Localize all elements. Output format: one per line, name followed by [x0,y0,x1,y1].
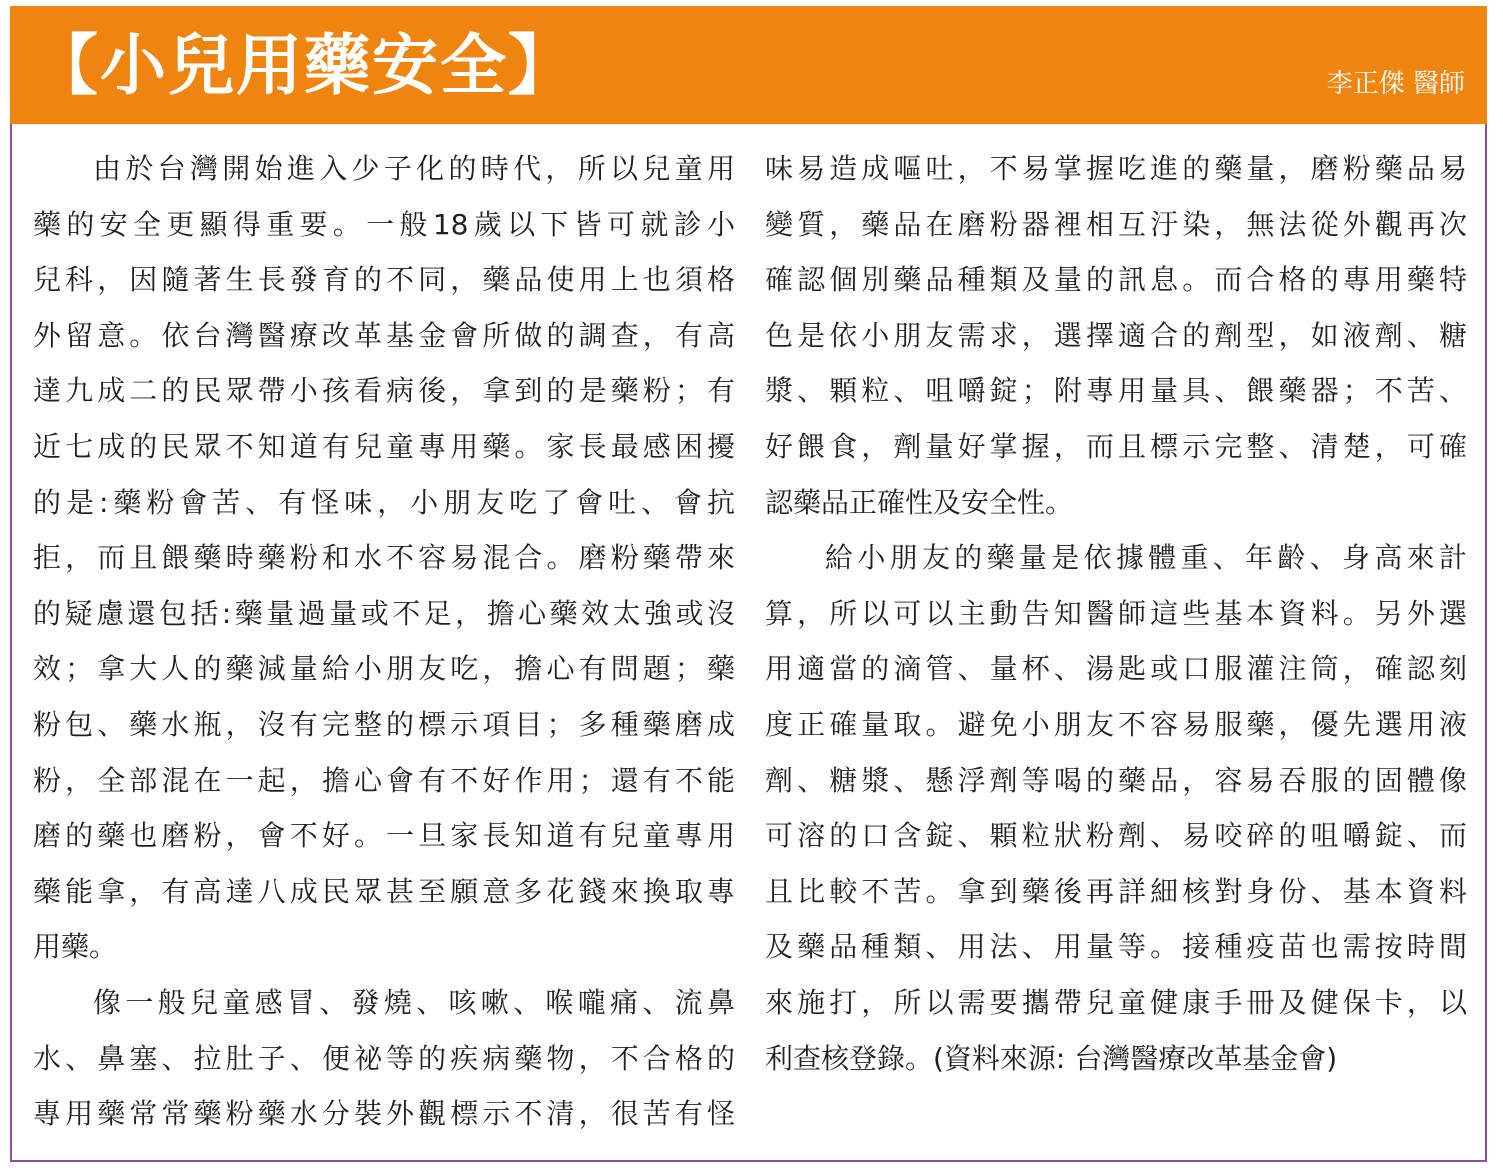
text-line: 粉，全部混在一起，擔心會有不好作用；還有不能 [33,763,735,797]
text-line: 粉包、藥水瓶，沒有完整的標示項目；多種藥磨成 [33,707,735,741]
text-line: 用適當的滴管、量杯、湯匙或口服灌注筒，確認刻 [765,652,1467,686]
text-line: 磨的藥也磨粉，會不好。一旦家長知道有兒童專用 [33,819,735,853]
header-banner [10,6,1487,124]
text-line: 確認個別藥品種類及量的訊息。而合格的專用藥特 [765,263,1467,297]
article-title: 【小兒用藥安全】 [32,26,576,104]
text-line: 像一般兒童感冒、發燒、咳嗽、喉嚨痛、流鼻 [93,985,735,1019]
text-line: 由於台灣開始進入少子化的時代，所以兒童用 [93,152,735,185]
text-line: 藥能拿，有高達八成民眾甚至願意多花錢來換取專 [33,874,735,908]
text-line: 漿、顆粒、咀嚼錠；附專用量具、餵藥器；不苦、 [765,374,1467,408]
text-line: 外留意。依台灣醫療改革基金會所做的調查，有高 [33,318,735,352]
text-line: 色是依小朋友需求，選擇適合的劑型，如液劑、糖 [765,318,1467,352]
text-line: 味易造成嘔吐，不易掌握吃進的藥量，磨粉藥品易 [765,152,1467,185]
text-line: 兒科，因隨著生長發育的不同，藥品使用上也須格 [33,263,735,297]
text-line: 好餵食，劑量好掌握，而且標示完整、清楚，可確 [765,429,1467,463]
text-line: 達九成二的民眾帶小孩看病後，拿到的是藥粉；有 [33,374,735,408]
text-line: 藥的安全更顯得重要。一般18歲以下皆可就診小 [33,207,735,241]
text-line: 認藥品正確性及安全性。 [765,485,1074,519]
author-byline: 李正傑 醫師 [1326,69,1465,99]
right-text-column [765,141,1467,1086]
text-line: 用藥。 [33,930,118,964]
text-line: 利查核登錄。(資料來源: 台灣醫療改革基金會) [765,1041,1338,1075]
text-line: 拒，而且餵藥時藥粉和水不容易混合。磨粉藥帶來 [33,541,735,575]
text-line: 的疑慮還包括:藥量過量或不足，擔心藥效太強或沒 [33,596,735,630]
text-line: 算，所以可以主動告知醫師這些基本資料。另外選 [765,596,1467,630]
text-line: 水、鼻塞、拉肚子、便祕等的疾病藥物，不合格的 [33,1041,735,1075]
text-line: 近七成的民眾不知道有兒童專用藥。家長最感困擾 [33,429,735,463]
text-line: 效；拿大人的藥減量給小朋友吃，擔心有問題；藥 [33,652,735,686]
left-text-column [33,141,735,1142]
text-line: 專用藥常常藥粉藥水分裝外觀標示不清，很苦有怪 [33,1097,735,1131]
text-line: 度正確量取。避免小朋友不容易服藥，優先選用液 [765,707,1467,741]
text-line: 變質，藥品在磨粉器裡相互汙染，無法從外觀再次 [765,207,1467,241]
text-line: 來施打，所以需要攜帶兒童健康手冊及健保卡，以 [765,985,1467,1019]
text-line: 劑、糖漿、懸浮劑等喝的藥品，容易吞服的固體像 [765,763,1467,797]
text-line: 給小朋友的藥量是依據體重、年齡、身高來計 [825,541,1467,575]
text-line: 可溶的口含錠、顆粒狀粉劑、易咬碎的咀嚼錠、而 [765,819,1467,853]
text-line: 的是:藥粉會苦、有怪味，小朋友吃了會吐、會抗 [33,485,735,519]
text-line: 且比較不苦。拿到藥後再詳細核對身份、基本資料 [765,874,1467,908]
text-line: 及藥品種類、用法、用量等。接種疫苗也需按時間 [765,930,1467,964]
